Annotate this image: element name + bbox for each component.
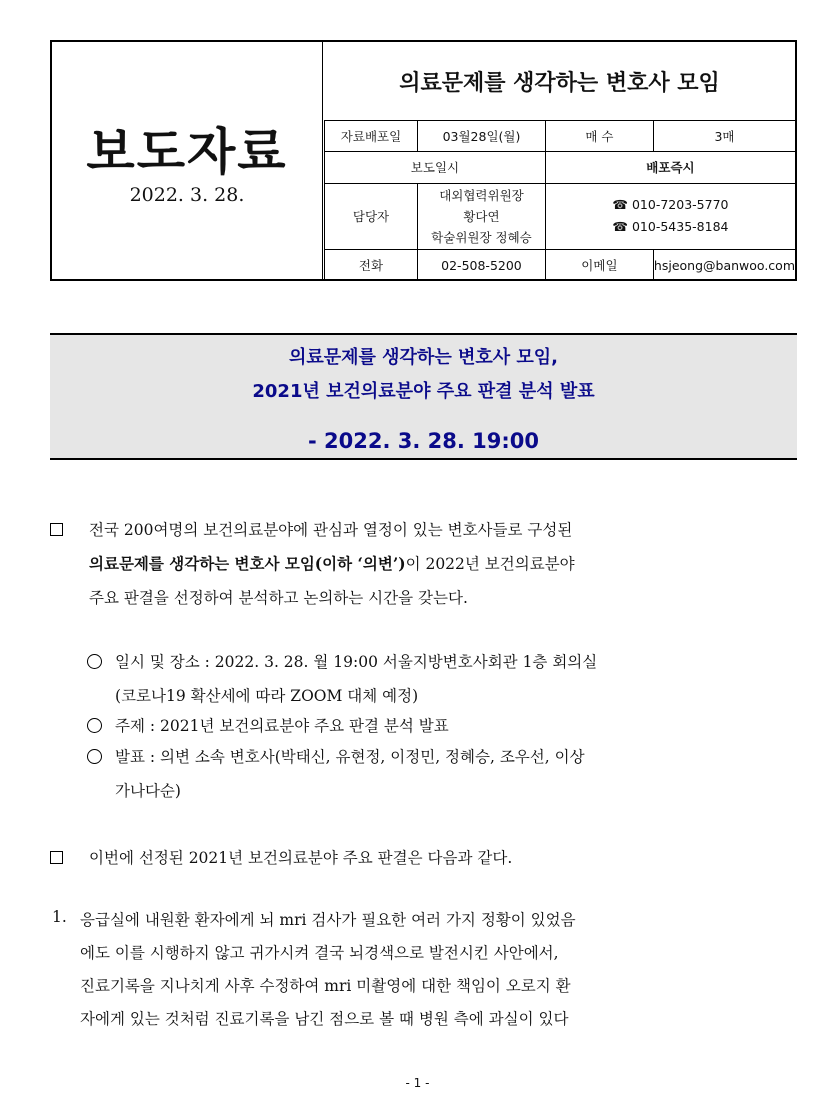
headline-line-1: 의료문제를 생각하는 변호사 모임, (288, 347, 559, 368)
tel-value: 02-508-5200 (418, 249, 546, 281)
case-1-line-4: 자에게 있는 것처럼 진료기록을 남긴 점으로 볼 때 병원 측에 과실이 있다 (80, 1010, 569, 1028)
contact-name-2: 황다연 (463, 208, 500, 224)
contact-phone-2: 010-5435-8184 (631, 219, 729, 234)
circle-bullet-icon (87, 718, 102, 733)
contact-label: 담당자 (325, 183, 418, 249)
pages-value: 3매 (653, 121, 795, 151)
header-box (50, 40, 797, 281)
page-number: - 1 - (405, 1076, 430, 1090)
case-1-number: 1. (52, 908, 67, 926)
info-table (324, 121, 795, 281)
tel-label: 전화 (325, 249, 418, 281)
contact-phones (545, 183, 795, 249)
item-datetime: 일시 및 장소 : 2022. 3. 28. 월 19:00 서울지방변호사회관 1층 회의실 (115, 653, 598, 671)
item-datetime-note: (코로나19 확산세에 따라 ZOOM 대체 예정) (115, 687, 419, 705)
contact-phone-1: 010-7203-5770 (631, 197, 729, 212)
paragraph-1-bold: 의료문제를 생각하는 변호사 모임(이하 ‘의변’) (89, 554, 406, 573)
headline-box (50, 333, 797, 460)
contact-name-1: 대외협력위원장 (439, 187, 524, 203)
circle-bullet-icon (87, 749, 102, 764)
organization-name: 의료문제를 생각하는 변호사 모임 (324, 42, 795, 121)
case-1-line-2: 에도 이를 시행하지 않고 귀가시켜 결국 뇌경색으로 발전시킨 사안에서, (80, 944, 559, 962)
email-value: hsjeong@banwoo.com (653, 249, 795, 281)
email-label: 이메일 (545, 249, 653, 281)
paragraph-1-line-2-text: 이 2022년 보건의료분야 (405, 555, 575, 573)
press-release-title: 보도자료 (86, 123, 288, 181)
item-presenters: 발표 : 의변 소속 변호사(박태신, 유현정, 이정민, 정혜승, 조우선, 이상 (115, 748, 585, 766)
release-date: 2022. 3. 28. (129, 184, 245, 206)
phone-icon: ☎ (612, 197, 628, 212)
release-value: 03월28일(월) (418, 121, 546, 151)
item-topic: 주제 : 2021년 보건의료분야 주요 판결 분석 발표 (115, 717, 449, 735)
case-1-line-3: 진료기록을 지나치게 사후 수정하여 mri 미촬영에 대한 책임이 오로지 환 (80, 977, 571, 995)
paragraph-1-line-1: 전국 200여명의 보건의료분야에 관심과 열정이 있는 변호사들로 구성된 (89, 521, 573, 539)
circle-bullet-icon (87, 654, 102, 669)
phone-icon: ☎ (612, 219, 628, 234)
checkbox-bullet-icon (50, 851, 63, 864)
title-cell (52, 42, 323, 279)
contact-names (418, 183, 546, 249)
paragraph-2: 이번에 선정된 2021년 보건의료분야 주요 판결은 다음과 같다. (89, 849, 513, 867)
paragraph-1-line-2 (89, 552, 575, 574)
case-1-line-1: 응급실에 내원환 환자에게 뇌 mri 검사가 필요한 여러 가지 정황이 있었음 (80, 911, 576, 929)
checkbox-bullet-icon (50, 523, 63, 536)
headline-date: - 2022. 3. 28. 19:00 (307, 429, 540, 453)
report-value: 배포즉시 (545, 151, 795, 183)
headline-line-2: 2021년 보건의료분야 주요 판결 분석 발표 (252, 381, 595, 402)
item-presenters-note: 가나다순) (115, 782, 181, 800)
contact-name-3: 학술위원장 정혜승 (431, 229, 532, 245)
paragraph-1-line-3: 주요 판결을 선정하여 분석하고 논의하는 시간을 갖는다. (89, 589, 468, 607)
pages-label: 매 수 (545, 121, 653, 151)
report-label: 보도일시 (325, 151, 546, 183)
release-label: 자료배포일 (325, 121, 418, 151)
